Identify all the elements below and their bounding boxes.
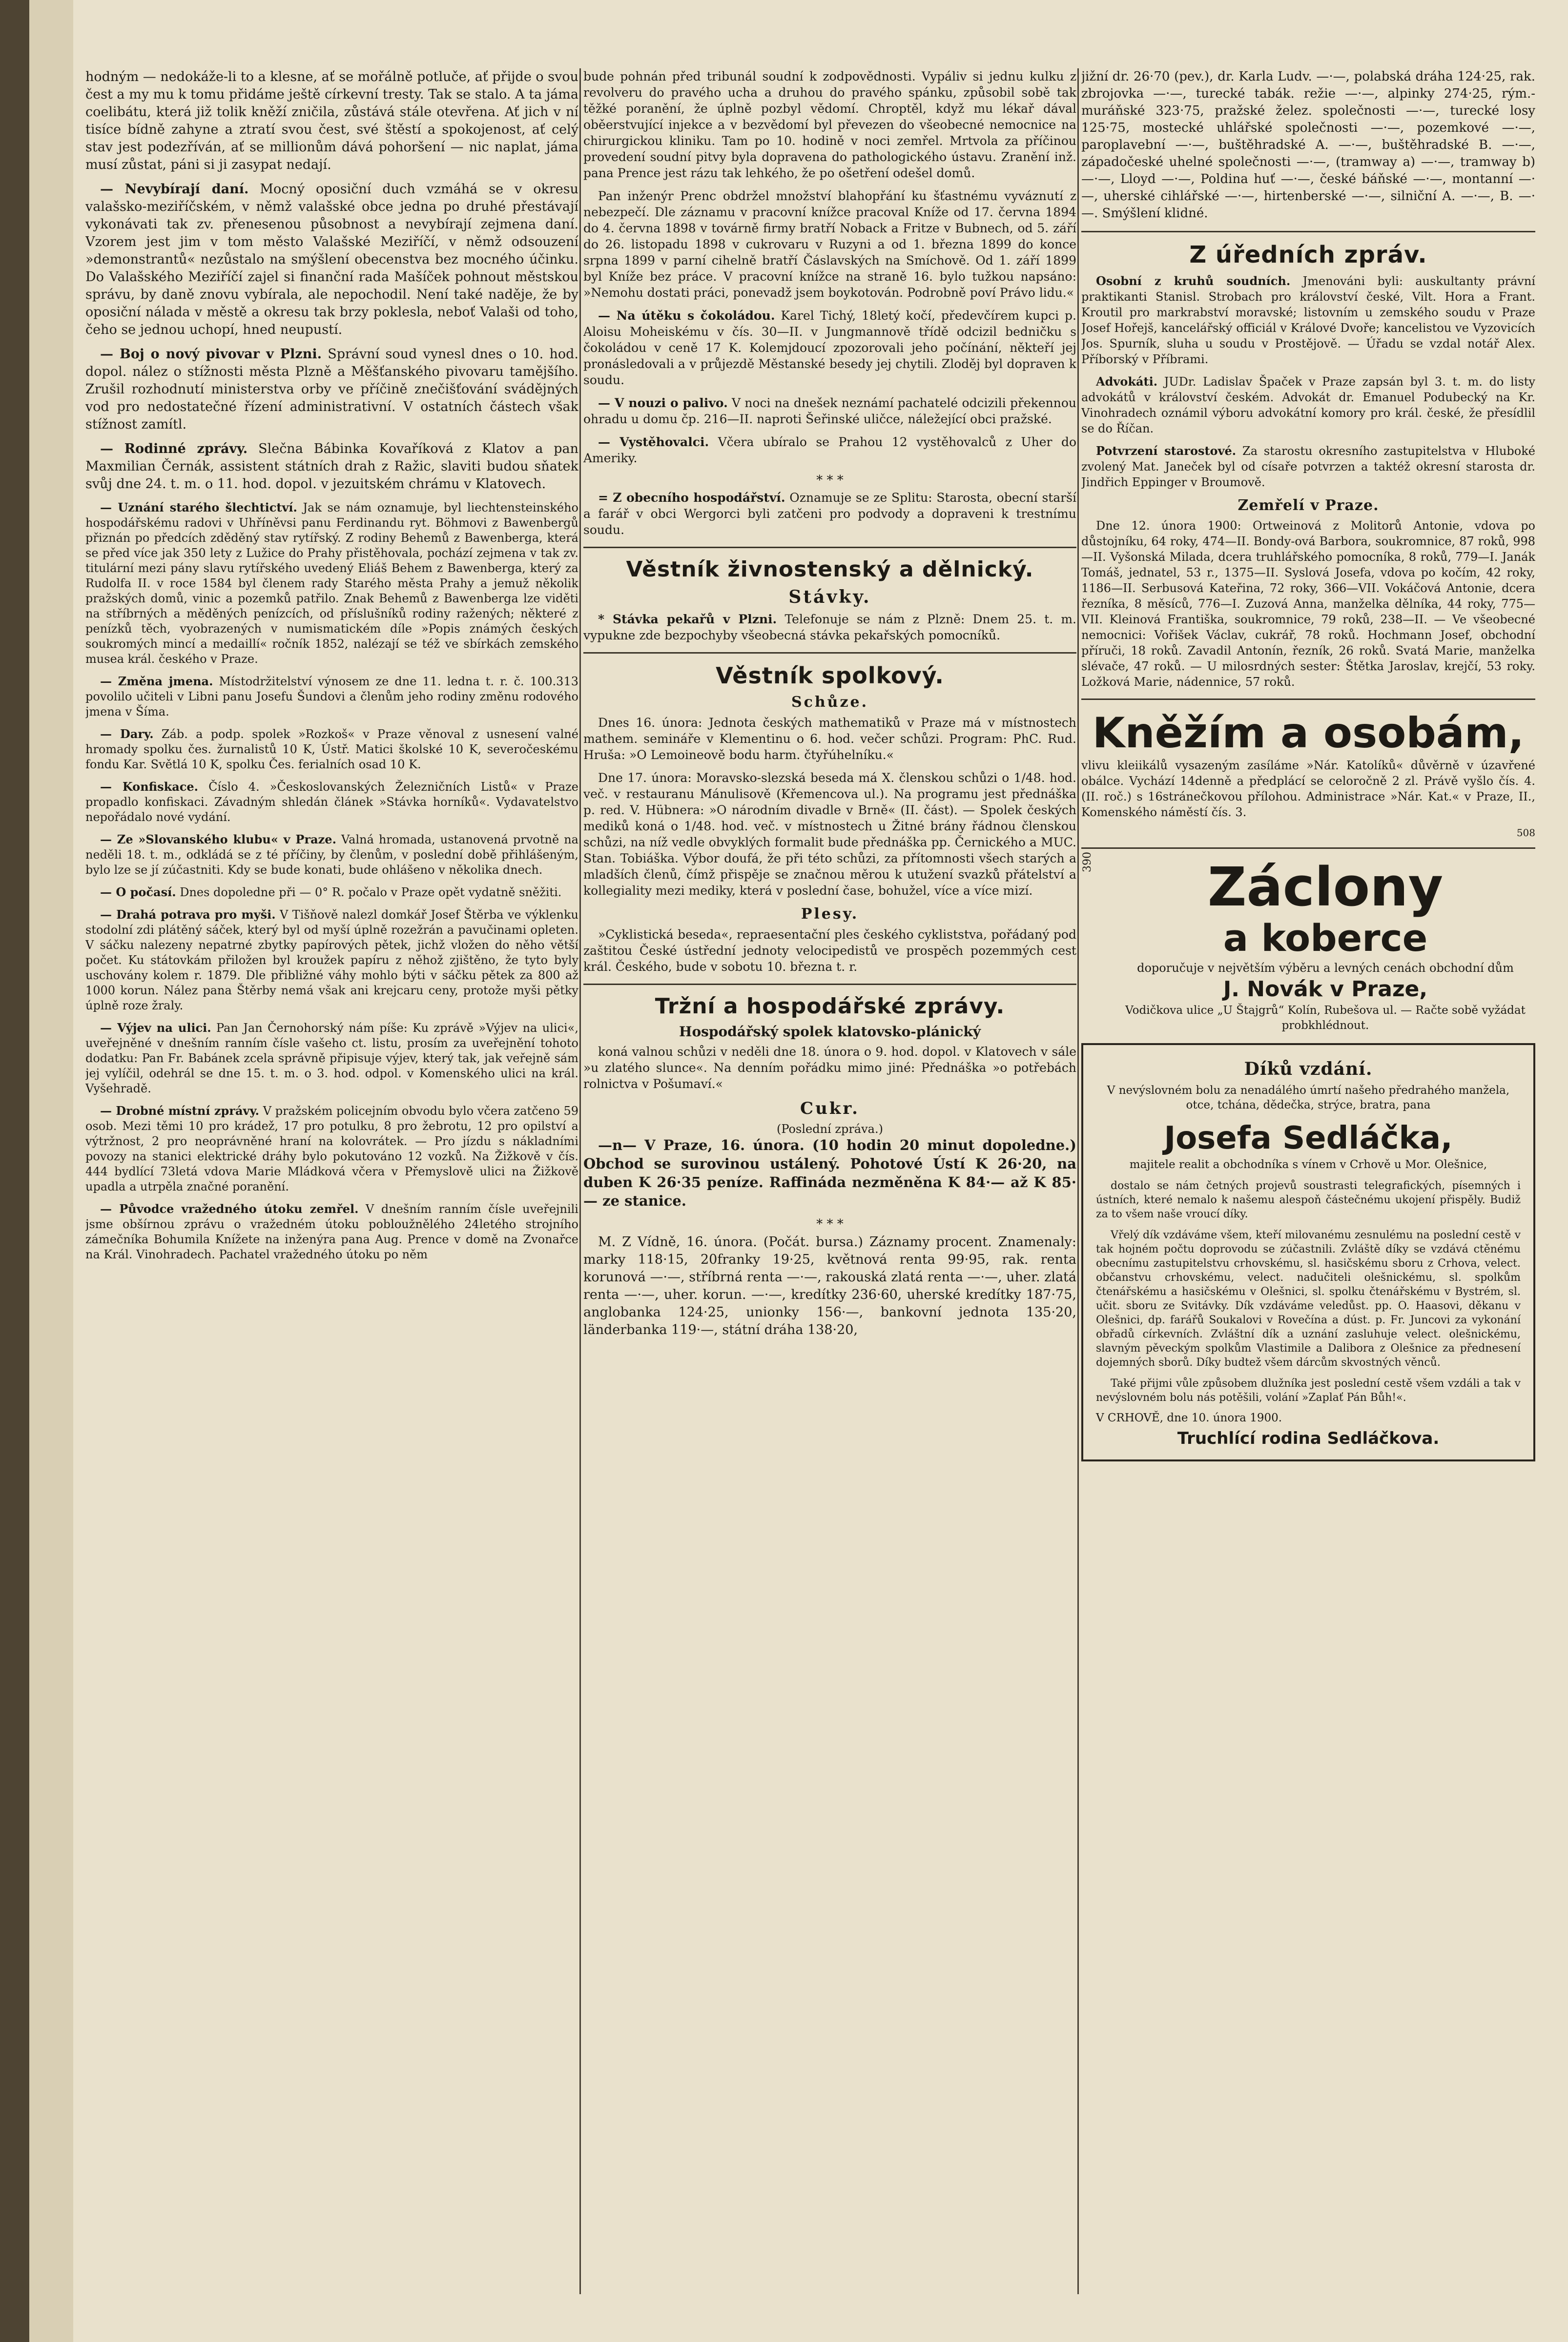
article-body: Karel Tichý, 18letý kočí, předevčírem kupci p. Aloisu Moheiskému v čís. 30—II. v Jungmannově třídě odcizil bedničku s čokoládou v ceně 17 K. Kolemjdoucí zpozorovali jeho počínání, někteří jej pronásledovali a v průjezdě Městanské besedy jej chytili. Zloděj byl dopraven k soudu. xyxy=(583,308,1076,387)
article-headline: — Výjev na ulici. xyxy=(100,1021,211,1035)
ad-signature: Truchlící rodina Sedláčkova. xyxy=(1177,1429,1440,1448)
article-headline: — V nouzi o palivo. xyxy=(598,396,728,410)
market-report-vienna: M. Z Vídně, 16. února. (Počát. bursa.) Záznamy procent. Znamenaly: marky 118·15, 20franky 19·25, květnová renta 99·95, rak. renta korunová —·—, stříbrná renta —·—, rakouská zlatá renta —·—, uher. zlatá renta —·—, uher. korun. —·—, kredítky 236·60, uherské kredítky 187·75, anglobanka 124·25, unionky 156·—, bankovní jednota 135·20, länderbanka 119·—, státní dráha 138·20, xyxy=(583,1234,1076,1337)
ad-title-koberce: a koberce xyxy=(1223,916,1428,960)
article-potrava-pro-mysi xyxy=(85,907,578,1013)
section-rule xyxy=(583,547,1076,548)
article-continuation: bude pohnán před tribunál soudní k zodpovědnosti. Vypáliv si jednu kulku z revolveru do pravého ucha a druhou do pravého spánku, způsobil sobě tak těžké poranění, že úplně pozbyl vědomí. Chroptěl, když mu lékař dával oběerstvující injekce a v bezvědomí byl převezen do všeobecné nemocnice na chirurgickou kliniku. Tam po 10. hodině v noci zemřel. Mrtvola za příčinou provedení soudní pitvy byla dopravena do pathologického ústavu. Zranění inž. pana Prence jest rázu tak lehkého, že po ošetření odešel domů. xyxy=(583,69,1076,180)
section-rule xyxy=(583,652,1076,654)
article-body: Valná hromada, ustanovená prvotně na neděli 18. t. m., odkládá se z té příčiny, by členům, v poslední době přihlášeným, bylo lze se jí zúčastniti. Kdy se bude konati, bude ohlášeno v několika dnech. xyxy=(85,833,578,877)
notice-valna-schuze: koná valnou schůzi v neděli dne 18. února o 9. hod. dopol. v Klatovech v sále »u zlatého slunce«. Na denním pořádku mimo jiné: Přednáška »o potřebách rolnictva v Pošumaví.« xyxy=(583,1045,1076,1091)
article-stavka-pekaru xyxy=(583,611,1076,643)
column-2 xyxy=(583,68,1076,1346)
article-headline: Advokáti. xyxy=(1096,374,1158,389)
ad-text: vlivu kleiikálů vysazeným zasíláme »Nár. Katolíků« důvěrně v úzavřené obálce. Vychází 14denně a předplácí se celoročně 2 zl. Právě vyšlo čís. 4. (II. roč.) s 16stránečkovou přílohou. Administrace »Nár. Kat.« v Praze, II., Komenského náměstí čís. 3. xyxy=(1081,759,1535,819)
notice-osobni-soudni xyxy=(1081,273,1535,367)
article-body: Záb. a podp. spolek »Rozkoš« v Praze věnoval z usnesení valné hromady spolku čes. žurnalistů 10 K, Ústř. Matici školské 10 K, severočeskému fondu Kar. Světlá 10 K, spolku Čes. ferialních osad 10 K. xyxy=(85,727,578,771)
ad-deceased-name: Josefa Sedláčka, xyxy=(1164,1120,1453,1156)
adjacent-page-edge xyxy=(0,0,29,2342)
article-body: JUDr. Ladislav Špaček v Praze zapsán byl 3. t. m. do listy advokátů v království českém. Advokát dr. Emanuel Podubecký na Kr. Vinohradech oznámil výboru advokátní komory pro král. české, že přesídlil se do Říčan. xyxy=(1081,375,1535,435)
article-body: V dnešním ranním čísle uveřejnili jsme obšírnou zprávu o vražedném útoku pobloužnělého 24letého strojního zámečníka Bohumila Knížete na inženýra pana Aug. Prence v domě na Zvonařce na Král. Vinohradech. Pachatel vražedného útoku po něm xyxy=(85,1202,578,1261)
article-body: V Tišňově nalezl domkář Josef Štěrba ve výklenku stodolní zdi plátěný sáček, který byl od myší úplně rozežrán a pavučinami opleten. V sáčku nalezeny nepatrné zbytky papírových pětek, jichž vložen do něho větší počet. Ku státovkám přiložen byl kroužek papíru z něhož zjištěno, že tyto byly uschovány kolem r. 1879. Dle přibližné váhy mohlo býti v sáčku pětek za 800 až 1000 korun. Nález pana Štěrby nemá však ani krejcaru ceny, protože myši pětky úplně roze žraly. xyxy=(85,908,578,1012)
notice-moravsko-slezska-beseda: Dne 17. února: Moravsko-slezská beseda má X. členskou schůzi o 1/48. hod. več. v restauranu Mánulisově (Křemencova ul.). Na programu jest přednáška p. red. V. Hübnera: »O národním divadle v Brně« (II. část). — Spolek českých mediků koná o 1/48. hod. več. v místnostech u Žitné brány řádnou členskou schůzi, na níž vedle obvyklých formalit bude přednáška pp. Černického a MUC. Stan. Tobiáška. Výbor doufá, že při této schůzi, za přítomnosti všech starých a mladších členů, čímž přispěje se značnou měrou k utužení svazků přátelství a kollegiality mezi mediky, která v poslední čase, bohužel, více a více mizí. xyxy=(583,771,1076,898)
column-divider xyxy=(1077,68,1079,2294)
notice-starostove xyxy=(1081,443,1535,490)
article-palivo xyxy=(583,395,1076,427)
article-headline: — O počasí. xyxy=(100,885,176,899)
article-headline: — Ze »Slovanského klubu« v Praze. xyxy=(100,832,336,846)
deaths-list: Dne 12. února 1900: Ortweinová z Molitorů Antonie, vdova po důstojníku, 64 roky, 474—II. Bondy-ová Barbora, soukromnice, 87 roků, 998—II. Vyšonská Milada, dcera truhlářského pomocníka, 8 roků, 779—I. Janák Tomáš, jednatel, 53 r., 1375—II. Syslová Josefa, vdova po kočím, 42 roky, 1186—II. Serbusová Kateřina, 72 roky, 366—VII. Vokáčová Antonie, dcera řezníka, 8 měsíců, 776—I. Zuzová Anna, manželka dělníka, 44 roky, 775—VII. Kleinová Františka, soukromnice, 79 roků, 238—II. — Ve všeobecné nemocnici: Vořišek Václav, cukrář, 78 roků. Hochmann Josef, obchodní příruči, 18 roků. Zavadil Antonín, řezník, 26 roků. Svatá Marie, manželka slévače, 47 roků. — U milosrdných sester: Štětka Jaroslav, krejčí, 53 roky. Ložková Marie, nádennice, 57 roků. xyxy=(1081,519,1535,689)
article-vystehovalci xyxy=(583,434,1076,466)
article-headline: — Uznání starého šlechtictví. xyxy=(100,500,297,514)
article-body: Slečna Bábinka Kovaříková z Klatov a pan Maxmilian Černák, assistent státních drah z Ražic, slaviti budou sňatek svůj dne 24. t. m. o 11. hod. dopol. v jezuitském chrámu v Klatovech. xyxy=(85,441,578,492)
article-headline: Potvrzení starostové. xyxy=(1096,444,1237,458)
ad-subtitle: majitele realit a obchodníka s vínem v Crhově u Mor. Olešnice, xyxy=(1129,1158,1487,1171)
section-stars: * * * xyxy=(816,1217,844,1232)
section-rule xyxy=(583,984,1076,985)
article-headline: * Stávka pekařů v Plzni. xyxy=(598,612,777,626)
article-continuation-2: Pan inženýr Prenc obdržel množství blahopřání ku šťastnému vyváznutí z nebezpečí. Dle záznamu v pracovní knížce pracoval Kníže od 17. června 1894 do 4. června 1898 v továrně firmy bratří Noback a Fritze v Bubnech, od 5. září do 26. listopadu 1898 v cukrovaru v Ruzyni a od 1. března 1899 do konce srpna 1899 v parní cihelně bratří Čáslavských na Smíchově. Od 1. září 1899 byl Kníže bez práce. V pracovní knížce na straně 16. bylo tužkou napsáno: »Nemohu dostati práci, ponevadž jsem boykotován. Podrobně poví Právo lidu.« xyxy=(583,189,1076,300)
notice-advokati xyxy=(1081,374,1535,436)
ad-paragraph: Také přijmi vůle způsobem dlužníka jest poslední cestě všem vzdáli a tak v nevýslovném bolu nás potěšili, volání »Zaplať Pán Bůh!«. xyxy=(1096,1377,1521,1404)
article-body: Mocný oposiční duch vzmáhá se v okresu valašsko-meziříčském, v němž valašské obce jedna po druhé přestávají vykonávati tak zv. přenesenou působnost a nevybírají zejmena daní. Vzorem jest jim v tom město Valašské Meziříčí, v němž odsouzení »demonstrantů« nezůstalo na smýšlení obecenstva bez mocného účinku. Do Valašského Meziříčí zajel si finanční rada Mašíček pohnout městskou správu, by daně znovu vybírala, ale nepochodil. Není také naděje, že by oposiční nálada v městě a okresu tak brzy poklesla, neboť Valaši od toho, čeho se jednou uchopí, hned neupustí. xyxy=(85,182,578,337)
section-stars: * * * xyxy=(816,473,844,488)
subheading-zemreli: Zemřelí v Praze. xyxy=(1238,497,1379,514)
ad-place-date: V CRHOVĚ, dne 10. února 1900. xyxy=(1096,1412,1282,1424)
article-pivovar-plzen xyxy=(85,346,578,433)
ad-text: doporučuje v největším výběru a levných cenách obchodní dům xyxy=(1137,961,1514,975)
subheading-cukr-note: (Poslední zpráva.) xyxy=(777,1122,883,1136)
article-puvodce-utoku xyxy=(85,1201,578,1262)
article-body: Pan Jan Černohorský nám píše: Ku zprávě »Výjev na ulici«, uveřejněné v dnešním ranním čísle vašeho ct. listu, prosím za uveřejnění tohoto dodatku: Pan Fr. Babánek zcela správně připisuje výjev, který tak, jak veřejně sám jej vylíčil, odehrál se dne 15. t. m. o 3. hod. odpol. v Komenského ulici na král. Vyšehradě. xyxy=(85,1021,578,1095)
section-rule xyxy=(1081,698,1535,700)
article-headline: — Dary. xyxy=(100,727,154,741)
article-headline: Osobní z kruhů soudních. xyxy=(1096,274,1291,288)
article-body: Telefonuje se nám z Plzně: Dnem 25. t. m. vypukne zde bezpochyby všeobecná stávka pekařských pomocníků. xyxy=(583,612,1076,642)
article-headline: — Konfiskace. xyxy=(100,780,199,794)
article-body: Za starostu okresního zastupitelstva v Hluboké zvolený Mat. Janeček byl od císaře potvrzen a taktéž okresní starosta dr. Jindřich Eppinger v Broumově. xyxy=(1081,444,1535,489)
article-headline: — Drobné místní zprávy. xyxy=(100,1104,259,1118)
column-divider xyxy=(579,68,581,2294)
article-body: Dnes dopoledne při — 0° R. počalo v Praze opět vydatně sněžiti. xyxy=(180,885,562,899)
article-nevybiraji-dani xyxy=(85,181,578,339)
article-headline: — Vystěhovalci. xyxy=(598,435,709,449)
section-rule xyxy=(1081,231,1535,232)
article-zmena-jmena xyxy=(85,674,578,719)
ad-paragraph: Vřelý dík vzdáváme všem, kteří milovanému zesnulému na poslední cestě v tak hojném počtu doprovodu se zúčastnili. Zvláště díky se vzdává ctěnému obecnímu zastupitelstvu crhovskému, sl. hasičskému sboru z Crhova, velect. občanstvu crhovskému, velect. nadučiteli olešnickému, sl. spolkům čtenářskému a hasičskému v Olešnici, sl. spolku čtenářskému v Bystrém, sl. učit. sboru ze Svitávky. Dík vzdáváme veledůst. pp. O. Haasovi, děkanu v Olešnici, dp. farářů Soukalovi v Rovečína a dúst. p. Fr. Juncovi za vykonání obřadů církevních. Zvláštní dík a uznání zasluhuje velect. olešnickému, slavným pěveckým spolkům Vlastimile a Dalibora z Olešnice za přednesení dojemných sborů. Díky budtež všem dárcům skvostných věnců. xyxy=(1096,1229,1521,1369)
column-1 xyxy=(85,68,578,1269)
article-utek-s-cokoladou xyxy=(583,308,1076,388)
article-body: V pražském policejním obvodu bylo včera zatčeno 59 osob. Mezi těmi 10 pro krádež, 17 pro potulku, 8 pro žebrotu, 12 pro opilství a výtržnost, 2 pro neoprávněné hraní na kolovrátek. — Pro jízdu s nákladními povozy na stanici elektrické dráhy bylo pokutováno 12 vozků. Na Žižkově v čís. 444 bydlící 73letá vdova Marie Mládková včera v Přemyslově ulici na Žižkově upadla a utrpěla značné poranění. xyxy=(85,1104,578,1193)
article-body: Oznamuje se ze Splitu: Starosta, obecní starší a farář v obci Wergorci byli zatčeni pro podvody a dopraveni k trestnímu soudu. xyxy=(583,491,1076,537)
article-headline: — Změna jmena. xyxy=(100,674,213,688)
article-body: Jmenováni byli: auskultanty právní praktikanti Stanisl. Strobach pro království české, Vilt. Hora a Frant. Kroutil pro markrabství moravské; listovním u zemského soudu v Praze Josef Hořejš, kancelářský officiál v Králové Dvoře; kancelistou ve Vyzovicích Jos. Spurník, sluha u soudu v Prostějově. — Úřadu se vzdal notář Alex. Příborský v Příbrami. xyxy=(1081,274,1535,366)
subheading-stavky: Stávky. xyxy=(788,587,871,607)
article-konfiskace xyxy=(85,779,578,825)
market-report-cukr: —n— V Praze, 16. února. (10 hodin 20 minut dopoledne.) Obchod se surovinou ustálený. Pohotové Ústí K 26·20, na duben K 26·35 peníze. Raffináda nezměněna K 84·— až K 85·— ze stanice. xyxy=(583,1137,1076,1209)
article-body: V noci na dnešek neznámí pachatelé odcizili překennou ohradu u domu čp. 216—II. naproti Šeřinské uličce, náležející obci pražské. xyxy=(583,396,1076,426)
ad-title: Díků vzdání. xyxy=(1244,1059,1373,1079)
section-heading-spolkovy: Věstník spolkový. xyxy=(716,662,944,689)
article-vyjev-na-ulici xyxy=(85,1020,578,1096)
article-body: Včera ubíralo se Prahou 12 vystěhovalců z Uher do Ameriky. xyxy=(583,435,1076,465)
article-body: Číslo 4. »Českoslovanských Železničních Listů« v Praze propadlo konfiskaci. Závadným shledán článek »Stávka horníků«. Vydavatelstvo nepořádalo nové vydání. xyxy=(85,780,578,824)
market-report-continuation: jižní dr. 26·70 (pev.), dr. Karla Ludv. —·—, polabská dráha 124·25, rak. zbrojovka —·—, turecké tabák. režie —·—, alpinky 274·25, rým.-muráňské 323·75, pražské želez. společnosti —·—, turecké losy 125·75, mostecké uhlářské společnosti —·—, pozemkové —·—, paroplavební —·—, buštěhradské A. —·—, buštěhradské B. —·—, západočeské uhelné společnosti —·—, (tramway a) —·—, tramway b) —·—, Lloyd —·—, Poldina huť —·—, české báňské —·—, montanní —·—, uherské cihlářské —·—, hirtenberské —·—, silniční A. —·—, B. —·—. Smýšlení klidné. xyxy=(1081,69,1535,221)
ad-address: Vodičkova ulice „U Štajgrů“ Kolín, Rubešova ul. — Račte sobě vyžádat probkhlédnout. xyxy=(1125,1004,1526,1032)
article-slovansky-klub xyxy=(85,832,578,878)
ad-title-zaclony: Záclony xyxy=(1207,856,1444,918)
article-body: Jak se nám oznamuje, byl liechtensteinského hospodářskému radovi v Uhříněvsi panu Ferdinandu ryt. Böhmovi z Bawenbergů přiznán po předcích zděděný stav rytířský. Z rodiny Behemů z Bawenberga, která se před více jak 350 lety z Lužice do Prahy přistěhovala, pochází zejmena v tak zv. titulární mezi pány slavu rytířského uvedený Eliáš Behem z Bawenberga, který za Rudolfa II. v roce 1584 byl členem rady Starého města Prahy a jemuž několik pražských domů, vinic a pozemků patřilo. Znak Behemů z Bawenberga lze viděti na stříbrných a měděných penízcích, od příslušníků rodiny ražených; některé z penízků těch, vyobrazených v numismatickém díle »Popis známých českých soukromých mincí a medaillí« ročník 1852, nalézají se též ve sbírkách zemského musea král. českého v Praze. xyxy=(85,501,578,666)
ad-paragraph: dostalo se nám četných projevů soustrasti telegrafických, písemných i ústních, které nemalo k našemu alespoň částečnému ukojení přispěly. Budiž za to všem naše vroucí díky. xyxy=(1096,1180,1521,1220)
article-headline: — Rodinné zprávy. xyxy=(100,441,248,456)
subheading-hospodarsky-spolek: Hospodářský spolek klatovsko-plánický xyxy=(679,1024,981,1040)
article-headline: — Drahá potrava pro myši. xyxy=(100,907,276,922)
ad-knezim-a-osobam xyxy=(1081,709,1535,839)
section-heading-zivnostensky: Věstník živnostenský a dělnický. xyxy=(626,557,1034,582)
ad-side-number: 390 xyxy=(1081,852,1093,872)
subheading-plesy: Plesy. xyxy=(801,905,859,923)
notice-jednota-mathematiku: Dnes 16. února: Jednota českých mathematiků v Praze má v místnostech mathem. semináře v Klementinu o 6. hod. večer schůzi. Program: PhC. Rud. Hruša: »O Lemoineově bodu harm. čtyřúhelníku.« xyxy=(583,716,1076,762)
article-slechtictvi xyxy=(85,500,578,667)
article-pocasi xyxy=(85,884,578,900)
article-headline: = Z obecního hospodářství. xyxy=(598,491,785,505)
article-body: Správní soud vynesl dnes o 10. hod. dopol. nález o stížnosti města Plzně a Měšťanského pivovaru tamějšího. Zrušil rozhodnutí ministerstva orby ve příčině znečišťování svádějných vod pro nedostatečné řízení administrativní. V ostatních částech však stížnost zamítl. xyxy=(85,347,578,432)
section-heading-trzni: Tržní a hospodářské zprávy. xyxy=(655,994,1005,1019)
ad-intro: V nevýslovném bolu za nenadálého úmrtí našeho předrahého manžela, otce, tchána, dědečka, strýce, bratra, pana xyxy=(1107,1084,1510,1111)
article-continuation: hodným — nedokáže-li to a klesne, ať se mořálně potluče, ať přijde o svou čest a my mu k tomu přidáme ještě církevní tresty. Tak se stalo. A ta jáma coelibátu, která již tolik kněží zničila, zůstává stále otevřena. Ať jich v ní tisíce bídně zahyne a ztratí svou čest, své štěstí a spokojenost, ať celý stav jest podezříván, ať se millionům dává pohoršení — nic naplat, jáma musí zůstat, páni si ji zasypat nedají. xyxy=(85,69,578,172)
ad-zaclony-a-koberce xyxy=(1081,852,1535,1033)
subheading-schuze: Schůze. xyxy=(791,694,869,711)
ad-diku-vzdani xyxy=(1081,1043,1535,1461)
subheading-cukr: Cukr. xyxy=(800,1099,860,1118)
newspaper-page xyxy=(85,68,1538,2294)
ad-title: Kněžím a osobám, xyxy=(1092,709,1525,758)
article-headline: — Původce vražedného útoku zemřel. xyxy=(100,1202,359,1216)
article-drobne-zpravy xyxy=(85,1103,578,1194)
article-rodinne-zpravy xyxy=(85,440,578,493)
article-headline: — Boj o nový pivovar v Plzni. xyxy=(100,347,322,362)
section-heading-uradni: Z úředních zpráv. xyxy=(1189,241,1427,268)
article-body: Místodržitelství výnosem ze dne 11. ledna t. r. č. 100.313 povolilo učiteli v Libni panu Josefu Šundovi a členům jeho rodiny změnu rodového jmena v Šíma. xyxy=(85,675,578,719)
column-3 xyxy=(1081,68,1535,1471)
section-rule xyxy=(1081,847,1535,849)
ad-firm-name: J. Novák v Praze, xyxy=(1223,977,1428,1002)
article-dary xyxy=(85,726,578,772)
ad-number: 508 xyxy=(1516,827,1535,839)
article-obecni-hospodarstvi xyxy=(583,490,1076,538)
notice-cyklisticka-beseda: »Cyklistická beseda«, repraesentační ples českého cykliststva, pořádaný pod zaštitou České ústřední jednoty velocipedistů ve prospěch pozemmých cest král. Českého, bude v sobotu 10. března t. r. xyxy=(583,927,1076,974)
article-headline: — Na útěku s čokoládou. xyxy=(598,308,775,323)
article-headline: — Nevybírají daní. xyxy=(100,182,249,197)
